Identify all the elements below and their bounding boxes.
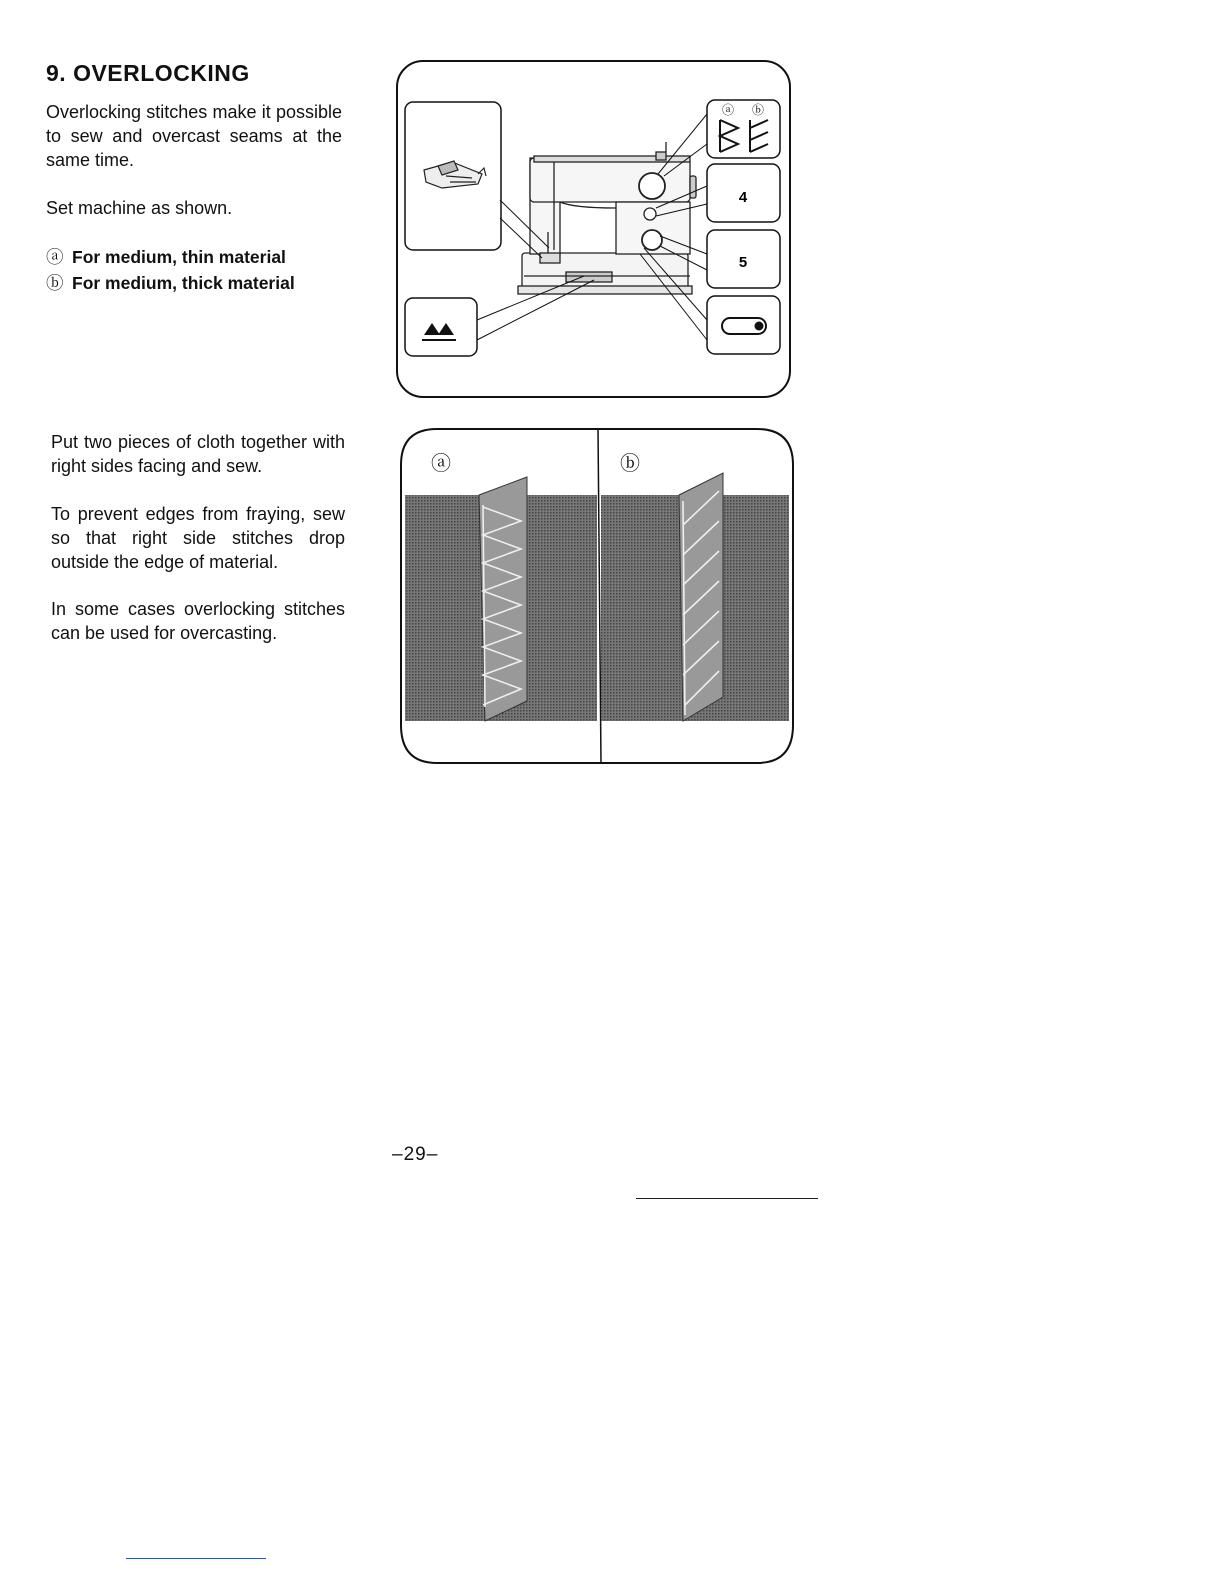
- switch-icon: [722, 318, 766, 334]
- instruction-3: In some cases overlocking stitches can be used for overcasting.: [51, 599, 345, 643]
- fabric-panel-a: [405, 477, 597, 721]
- section-title: 9. OVERLOCKING: [46, 60, 250, 86]
- stitch-marker-a: ⓐ: [721, 103, 735, 117]
- intro-text: Overlocking stitches make it possible to sew and overcast seams at the same time.: [46, 102, 342, 170]
- option-b: [46, 270, 295, 296]
- footer-rule: [636, 1198, 818, 1199]
- feed-dog-inset: [405, 298, 477, 356]
- panel-a-label: ⓐ: [431, 453, 451, 475]
- fabric-panel-b: [601, 473, 789, 721]
- instruction-2: To prevent edges from fraying, sew so that right side stitches drop outside the edge of material.: [51, 504, 345, 572]
- panel-b-label: ⓑ: [620, 453, 640, 475]
- option-b-text: For medium, thick material: [72, 273, 295, 293]
- stitch-length-value: 4: [738, 189, 748, 206]
- stitch-marker-b: ⓑ: [751, 103, 765, 117]
- set-machine-text: Set machine as shown.: [46, 198, 233, 218]
- option-a: [46, 244, 295, 270]
- option-b-marker: ⓑ: [46, 273, 64, 293]
- stitch-width-inset: [707, 230, 780, 288]
- option-a-marker: ⓐ: [46, 247, 64, 267]
- instruction-1: Put two pieces of cloth together with right sides facing and sew.: [51, 432, 345, 476]
- option-a-text: For medium, thin material: [72, 247, 286, 267]
- fabric-seam-figure: [397, 425, 797, 767]
- machine-settings-figure: [394, 58, 794, 402]
- presser-foot-inset: [405, 102, 501, 250]
- stitch-pattern-inset: [707, 100, 780, 158]
- material-options: [46, 244, 295, 296]
- bottom-rule: [126, 1558, 266, 1559]
- needle-position-inset: [707, 296, 780, 354]
- stitch-width-value: 5: [738, 254, 748, 271]
- stitch-length-inset: [707, 164, 780, 222]
- page-number: –29–: [392, 1144, 439, 1165]
